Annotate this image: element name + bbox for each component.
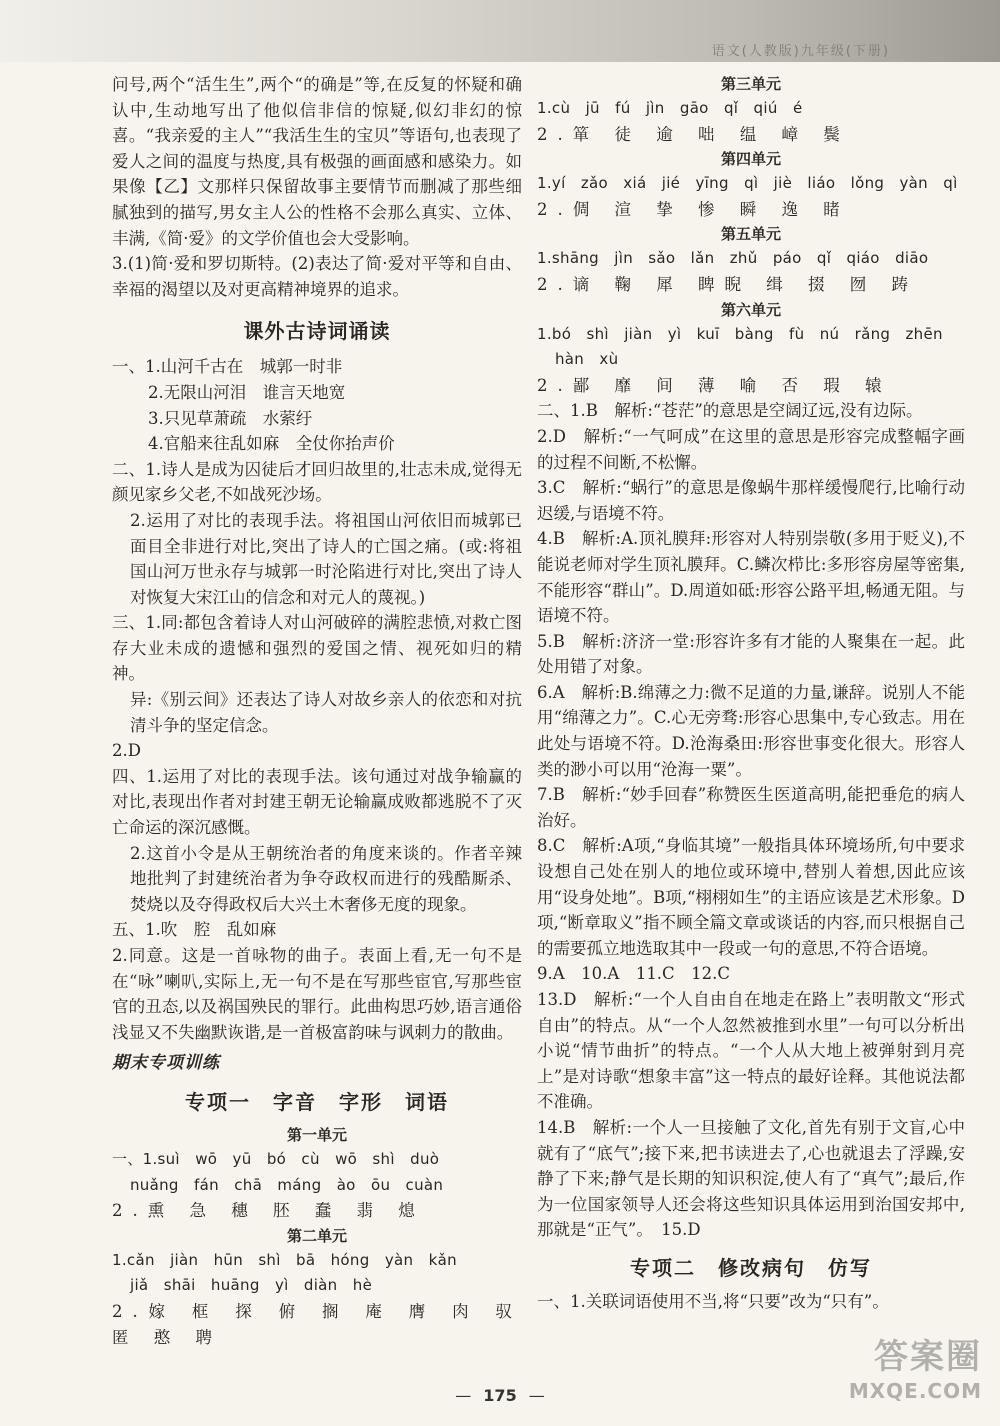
answer-item: 二、1.B 解析:“苍茫”的意思是空阔辽远,没有边际。 xyxy=(537,401,923,421)
pinyin-line: nuǎng fán chā máng ào ōu cuàn xyxy=(130,1175,444,1194)
section-banner: 期末专项训练 xyxy=(112,1053,220,1074)
footer-dash: — xyxy=(455,1386,472,1405)
answer-item: 6.A 解析:B.绵薄之力:微不足道的力量,谦辞。说别人不能用“绵薄之力”。C.心无旁骛:形容心思集中,专心致志。用在此处与语境不符。D.沧海桑田:形容世事变化很大。形容人类的渺小可以用“沧海一粟”。 xyxy=(537,682,965,779)
unit-heading: 第二单元 xyxy=(286,1226,347,1245)
left-column xyxy=(112,72,522,1350)
answer-item: 三、1.同:都包含着诗人对山河破碎的满腔悲愤,对救亡图存大业未成的遗憾和强烈的爱国之情、视死如归的精神。 xyxy=(112,613,522,684)
pinyin-line: hàn xù xyxy=(555,350,619,369)
section-title: 课外古诗词诵读 xyxy=(243,319,391,344)
answer-item: 14.B 解析:一个人一旦接触了文化,首先有别于文盲,心中就有了“底气”;接下来,把书读进去了,心也就退去了浮躁,安静了下来;静气是长期的知识积淀,使人有了“真气”;最后,作为一位国家领导人还会将这些知识具体运用到治国安邦中,那就是“正气”。 15.D xyxy=(537,1117,965,1240)
top-decorative-band xyxy=(0,0,1000,62)
answer-item: 8.C 解析:A项,“身临其境”一般指具体环境场所,句中要求设想自己处在别人的地位或环境中,替别人着想,因此应该用“设身处地”。B项,“栩栩如生”的主语应该是艺术形象。D项,“断章取义”指不顾全篇文章或谈话的内容,而只根据自己的需要孤立地选取其中一段或一句的意思,不符合语境。 xyxy=(537,836,965,958)
answer-item: 一、1.山河千古在 城郭一时非 xyxy=(112,357,343,377)
answer-item: 9.A 10.A 11.C 12.C xyxy=(537,964,731,984)
answer-item: 7.B 解析:“妙手回春”称赞医生医道高明,能把垂危的病人治好。 xyxy=(537,785,965,830)
answer-item: 3.C 解析:“蜗行”的意思是像蜗牛那样缓慢爬行,比喻行动迟缓,与语境不符。 xyxy=(537,478,965,523)
watermark-brand: 答案圈 xyxy=(874,1337,982,1377)
answer-item: 二、1.诗人是成为囚徒后才回归故里的,壮志未成,觉得无颜见家乡父老,不如战死沙场。 xyxy=(112,459,522,505)
answer-item: 2.运用了对比的表现手法。将祖国山河依旧而城郭已面目全非进行对比,突出了诗人的亡国之痛。(或:将祖国山河万世永存与城郭一时沦陷进行对比,突出了诗人对恢复大宋江山的信念和对元人的蔑视。) xyxy=(130,510,522,607)
char-line: 2.箪 徒 逾 咄 缊 嶂 鬓 xyxy=(537,124,850,144)
answer-item: 五、1.吹 腔 乱如麻 xyxy=(112,920,277,940)
pinyin-text: cǎn jiàn hūn shì bā hóng yàn kǎn xyxy=(126,1250,457,1269)
question-label: 一、1. xyxy=(112,1149,158,1168)
char-line: 2.谪 鞠 犀 睥睨 缉 掇 囫 踌 xyxy=(537,274,918,294)
question-label: 1. xyxy=(112,1250,127,1269)
unit-heading: 第一单元 xyxy=(286,1125,347,1144)
unit-heading: 第五单元 xyxy=(720,225,781,244)
answer-item: 4.官船来往乱如麻 全仗你抬声价 xyxy=(148,434,395,454)
unit-heading: 第四单元 xyxy=(720,150,781,169)
watermark-logo xyxy=(848,1337,982,1408)
answer-item: 2.D 解析:“一气呵成”在这里的意思是形容完成整幅字画的过程不间断,不松懈。 xyxy=(537,426,965,472)
answer-item: 一、1.关联词语使用不当,将“只要”改为“只有”。 xyxy=(537,1291,889,1311)
pinyin-text: suì wō yū bó cù wō shì duò xyxy=(157,1149,440,1168)
pinyin-line: 1.cù jū fú jìn gāo qǐ qiú é xyxy=(537,99,803,117)
pinyin-line: 1.yí zǎo xiá jié yīng qì jiè liáo lǒng yàn qì xyxy=(537,174,958,193)
char-line: 2.倜 渲 挚 惨 瞬 逸 睹 xyxy=(537,199,850,219)
answer-item: 3.只见草萧疏 水萦纡 xyxy=(148,408,313,428)
pinyin-line xyxy=(112,1248,522,1274)
pinyin-line: 1.bó shì jiàn yì kuī bàng fù nú rǎng zhēn xyxy=(537,324,943,343)
char-line: 2.熏 急 穗 胚 蠢 翡 熄 xyxy=(112,1201,425,1221)
answer-item: 异:《别云间》还表达了诗人对故乡亲人的依恋和对抗清斗争的坚定信念。 xyxy=(130,690,522,735)
topic-title: 专项二 修改病句 仿写 xyxy=(630,1255,872,1280)
answer-item: 2.同意。这是一首咏物的曲子。表面上看,无一句不是在“咏”喇叭,实际上,无一句不是在写那些宦官,写那些宦官的丑态,以及祸国殃民的罪行。此曲构思巧妙,语言通俗浅显又不失幽默诙谐,是一首极富韵味与讽刺力的散曲。 xyxy=(112,946,522,1042)
paragraph: 3.(1)简·爱和罗切斯特。(2)表达了简·爱对平等和自由、幸福的渴望以及对更高精神境界的追求。 xyxy=(112,254,522,299)
pinyin-line: jiǎ shāi huāng yì diàn hè xyxy=(130,1276,373,1295)
answer-item: 5.B 解析:济济一堂:形容许多有才能的人聚集在一起。此处用错了对象。 xyxy=(537,631,965,677)
pinyin-line: 1.shāng jìn sǎo lǎn zhǔ páo qǐ qiáo diāo xyxy=(537,249,929,268)
unit-heading: 第三单元 xyxy=(720,75,781,93)
answer-item: 2.D xyxy=(112,741,141,761)
pinyin-line xyxy=(112,1147,522,1173)
footer-dash: — xyxy=(528,1386,545,1405)
right-column xyxy=(537,72,965,1315)
char-line: 2.嫁 框 探 俯 搁 庵 膺 肉 驭 匿 憨 聘 xyxy=(112,1301,522,1347)
answer-item: 四、1.运用了对比的表现手法。该句通过对战争输赢的对比,表现出作者对封建王朝无论输赢成败都逃脱不了灭亡命运的深沉感慨。 xyxy=(112,766,522,838)
paragraph: 问号,两个“活生生”,两个“的确是”等,在反复的怀疑和确认中,生动地写出了他似信非信的惊疑,似幻非幻的惊喜。“我亲爱的主人”“我活生生的宝贝”等语句,也表现了爱人之间的温度与热度,具有极强的画面感和感染力。如果像【乙】文那样只保留故事主要情节而删减了那些细腻独到的描写,男女主人公的性格不会那么真实、立体、丰满,《简·爱》的文学价值也会大受影响。 xyxy=(112,75,522,248)
answer-item: 2.无限山河泪 谁言天地宽 xyxy=(148,382,346,402)
topic-title: 专项一 字音 字形 词语 xyxy=(185,1089,449,1114)
subject-header: 语文(人教版)九年级(下册) xyxy=(711,44,890,59)
answer-item: 13.D 解析:“一个人自由自在地走在路上”表明散文“形式自由”的特点。从“一个人忽然被推到水里”一句可以分析出小说“情节曲折”的特点。“一个人从大地上被弹射到月亮上”是对诗歌“想象丰富”这一特点的最好诠释。其他说法都不准确。 xyxy=(537,990,965,1112)
page-number: 175 xyxy=(483,1386,517,1405)
char-line: 2.鄙 靡 间 薄 喻 否 瑕 辕 xyxy=(537,375,892,395)
answer-item: 4.B 解析:A.顶礼膜拜:形容对人特别崇敬(多用于贬义),不能说老师对学生顶礼膜拜。C.鳞次栉比:多形容房屋等密集,不能形容“群山”。D.周道如砥:形容公路平坦,畅通无阻。与语境不符。 xyxy=(537,529,965,626)
answer-item: 2.这首小令是从王朝统治者的角度来谈的。作者辛辣地批判了封建统治者为争夺政权而进行的残酷厮杀、焚烧以及夺得政权后大兴土木奢侈无度的现象。 xyxy=(130,843,522,914)
watermark-url: MXQE.COM xyxy=(848,1379,982,1403)
unit-heading: 第六单元 xyxy=(720,300,781,319)
